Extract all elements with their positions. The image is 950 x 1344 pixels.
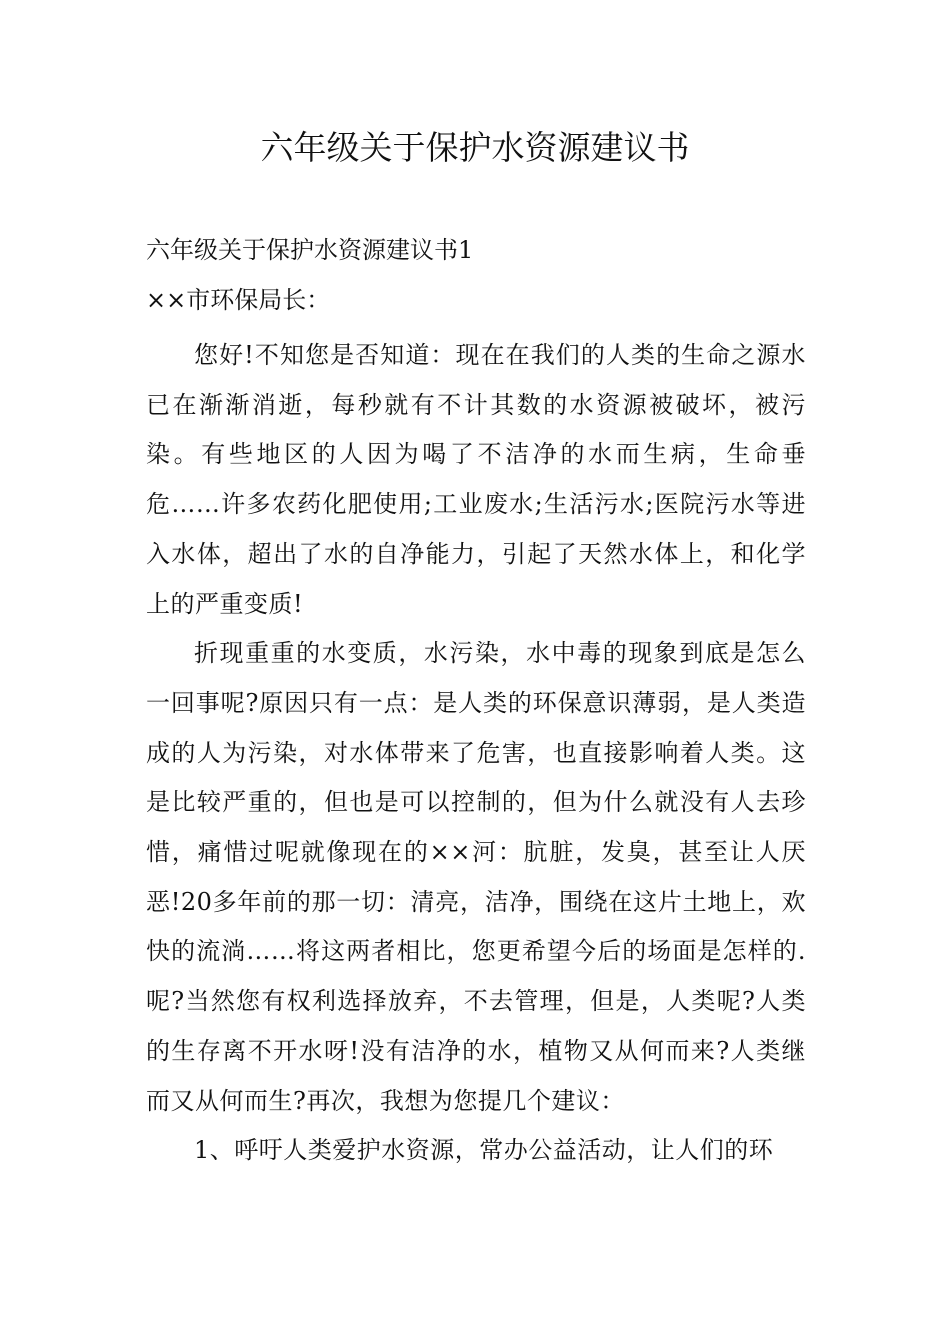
document-subtitle: 六年级关于保护水资源建议书1 [146,236,474,264]
document-title: 六年级关于保护水资源建议书 [260,128,690,167]
paragraph-1: 您好!不知您是否知道：现在在我们的人类的生命之源水已在渐渐消逝，每秒就有不计其数的水资源被破坏，被污染。有些地区的人因为喝了不洁净的水而生病，生命垂危……许多农药化肥使用;工业废水;生活污水;医院污水等进入水体，超出了水的自净能力，引起了天然水体上，和化学上的严重变质! [146,341,806,618]
salutation: ××市环保局长： [146,286,331,314]
paragraph-2: 折现重重的水变质，水污染，水中毒的现象到底是怎么一回事呢?原因只有一点：是人类的环保意识薄弱，是人类造成的人为污染，对水体带来了危害，也直接影响着人类。这是比较严重的，但也是可以控制的，但为什么就没有人去珍惜，痛惜过呢就像现在的××河：肮脏，发臭，甚至让人厌恶!20多年前的那一切：清亮，洁净，围绕在这片土地上，欢快的流淌……将这两者相比，您更希望今后的场面是怎样的.呢?当然您有权利选择放弃，不去管理，但是，人类呢?人类的生存离不开水呀!没有洁净的水，植物又从何而来?人类继而又从何而生?再次，我想为您提几个建议： [146,639,806,1115]
letter-body [146,331,806,1176]
paragraph-3: 1、呼吁人类爱护水资源，常办公益活动，让人们的环 [194,1136,774,1165]
